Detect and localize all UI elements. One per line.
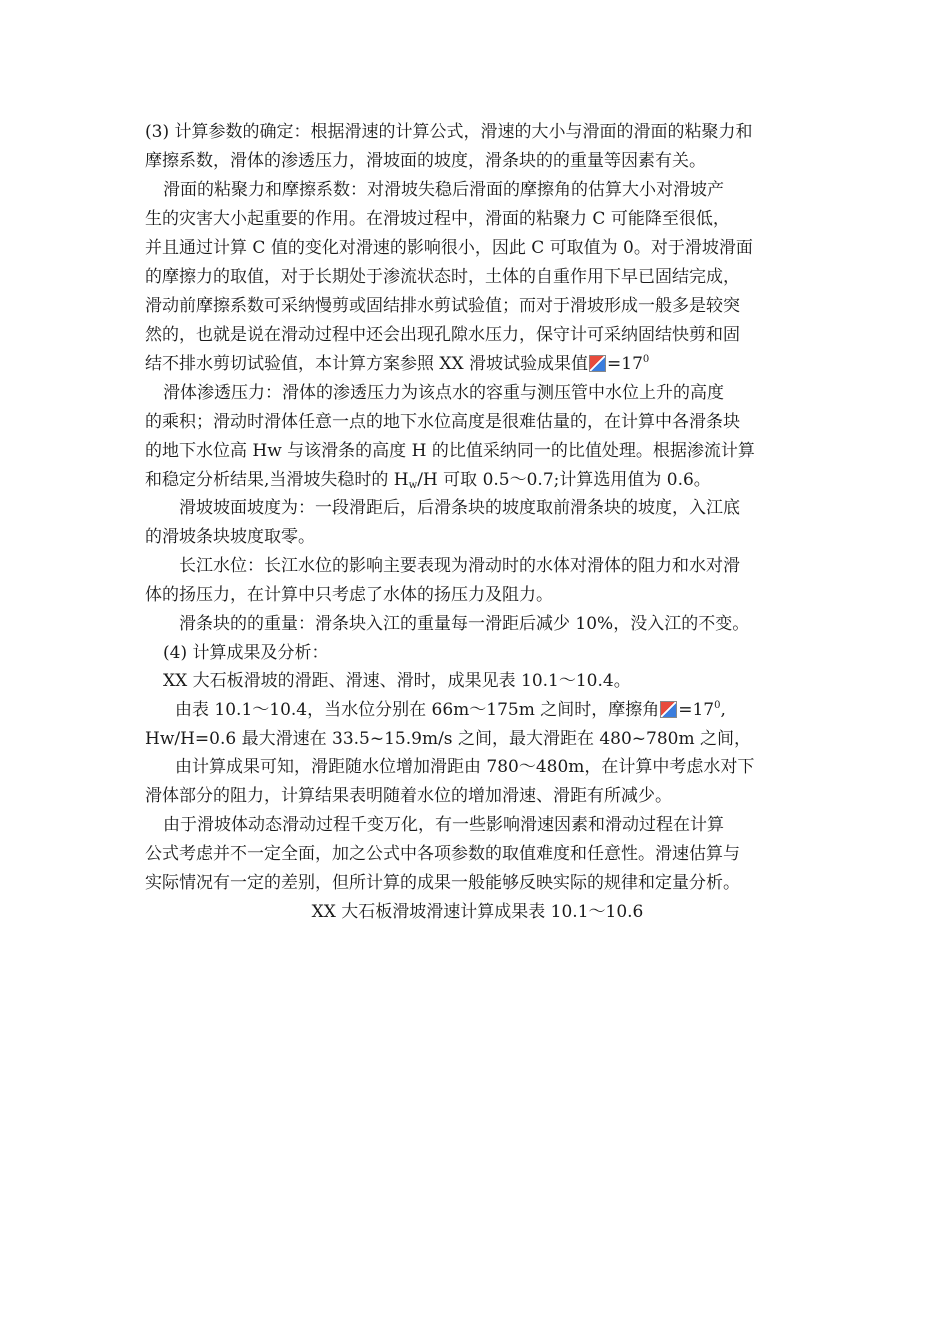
text-line xyxy=(145,350,810,379)
text-line: 的滑坡条块坡度取零。 xyxy=(145,527,315,547)
subscript-w: w xyxy=(408,480,418,491)
text-segment: 结不排水剪切试验值，本计算方案参照 XX 滑坡试验成果值 xyxy=(145,354,589,374)
text-line: 由于滑坡体动态滑动过程千变万化，有一些影响滑速因素和滑动过程在计算 xyxy=(163,815,724,835)
text-line: 的乘积；滑动时滑体任意一点的地下水位高度是很难估量的，在计算中各滑条块 xyxy=(145,412,740,432)
paragraph-calc-params xyxy=(145,118,810,176)
text-line: 滑坡坡面坡度为：一段滑距后，后滑条块的坡度取前滑条块的坡度，入江底 xyxy=(179,498,740,518)
friction-angle-value: =17 xyxy=(678,700,715,720)
text-segment: 由表 10.1～10.4，当水位分别在 66m～175m 之间时，摩擦角 xyxy=(175,700,660,720)
text-line: (3) 计算参数的确定：根据滑速的计算公式，滑速的大小与滑面的滑面的粘聚力和 xyxy=(145,122,753,142)
text-line xyxy=(145,466,810,495)
text-line xyxy=(145,696,810,725)
text-segment: , xyxy=(720,700,726,720)
friction-angle-symbol-icon xyxy=(660,701,677,718)
text-line: Hw/H=0.6 最大滑速在 33.5~15.9m/s 之间，最大滑距在 480~780m 之间， xyxy=(145,729,752,749)
friction-angle-symbol-icon xyxy=(589,355,606,372)
text-segment: 和稳定分析结果,当滑坡失稳时的 H xyxy=(145,470,409,490)
text-line: 实际情况有一定的差别，但所计算的成果一般能够反映实际的规律和定量分析。 xyxy=(145,873,740,893)
table-title: XX 大石板滑坡滑速计算成果表 10.1～10.6 xyxy=(311,902,644,922)
text-line: 公式考虑并不一定全面，加之公式中各项参数的取值难度和任意性。滑速估算与 xyxy=(145,844,740,864)
text-line: XX 大石板滑坡的滑距、滑速、滑时，成果见表 10.1～10.4。 xyxy=(163,671,631,691)
paragraph-table-summary xyxy=(145,696,810,754)
text-line: 的地下水位高 Hw 与该滑条的高度 H 的比值采纳同一的比值处理。根据渗流计算 xyxy=(145,441,755,461)
text-line: 长江水位：长江水位的影响主要表现为滑动时的水体对滑体的阻力和水对滑 xyxy=(179,556,740,576)
text-line: 滑面的粘聚力和摩擦系数：对滑坡失稳后滑面的摩擦角的估算大小对滑坡产 xyxy=(163,180,724,200)
text-line: 然的，也就是说在滑动过程中还会出现孔隙水压力，保守计可采纳固结快剪和固 xyxy=(145,325,740,345)
text-line: 体的扬压力，在计算中只考虑了水体的扬压力及阻力。 xyxy=(145,585,553,605)
section-heading: (4) 计算成果及分析： xyxy=(163,643,329,663)
paragraph-conclusion xyxy=(145,753,810,811)
text-segment: /H 可取 0.5～0.7;计算选用值为 0.6。 xyxy=(417,470,711,490)
paragraph-results-heading xyxy=(145,639,810,668)
text-line: 滑体部分的阻力，计算结果表明随着水位的增加滑速、滑距有所减少。 xyxy=(145,786,672,806)
paragraph-weight xyxy=(145,610,810,639)
paragraph-river-level xyxy=(145,552,810,610)
text-line: 由计算成果可知，滑距随水位增加滑距由 780～480m，在计算中考虑水对下 xyxy=(175,757,755,777)
degree-superscript: 0 xyxy=(642,354,650,365)
paragraph-slope xyxy=(145,494,810,552)
paragraph-friction xyxy=(145,176,810,379)
paragraph-dynamics xyxy=(145,811,810,898)
text-line: 生的灾害大小起重要的作用。在滑坡过程中，滑面的粘聚力 C 可能降至很低， xyxy=(145,209,730,229)
friction-angle-value: =17 xyxy=(607,354,643,374)
text-line: 滑动前摩擦系数可采纳慢剪或固结排水剪试验值；而对于滑坡形成一般多是较突 xyxy=(145,296,740,316)
text-line: 的摩擦力的取值，对于长期处于渗流状态时，土体的自重作用下早已固结完成， xyxy=(145,267,740,287)
table-caption xyxy=(145,898,810,927)
text-line: 并且通过计算 C 值的变化对滑速的影响很小，因此 C 可取值为 0。对于滑坡滑面 xyxy=(145,238,753,258)
paragraph-seepage xyxy=(145,379,810,495)
text-line: 滑条块的的重量：滑条块入江的重量每一滑距后减少 10%，没入江的不变。 xyxy=(179,614,750,634)
degree-superscript: 0 xyxy=(714,700,721,711)
paragraph-results xyxy=(145,667,810,696)
text-line: 摩擦系数，滑体的渗透压力，滑坡面的坡度，滑条块的的重量等因素有关。 xyxy=(145,151,706,171)
text-line: 滑体渗透压力：滑体的渗透压力为该点水的容重与测压管中水位上升的高度 xyxy=(163,383,724,403)
